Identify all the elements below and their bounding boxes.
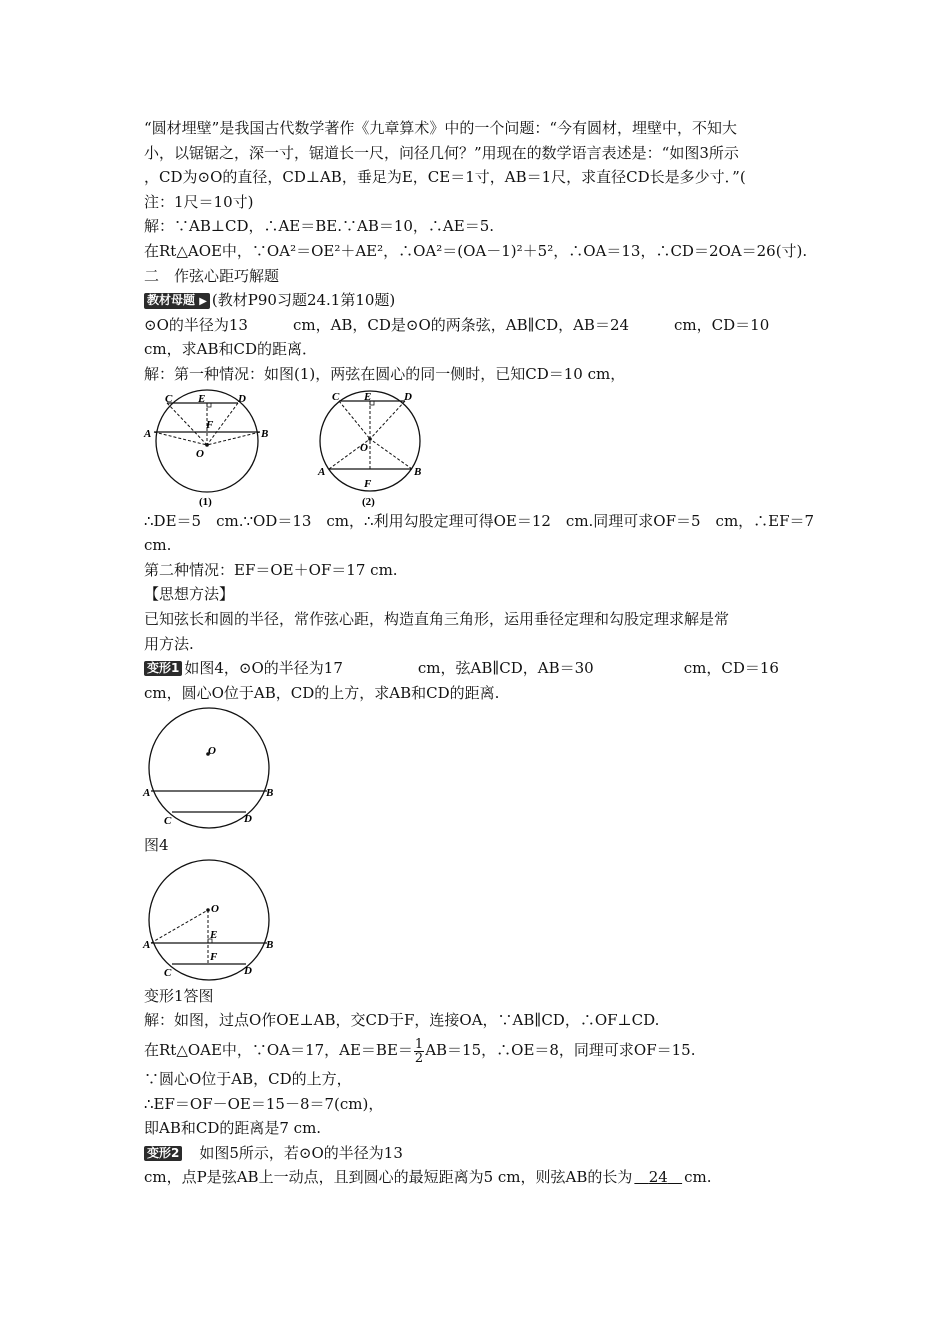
figure-caption: 变形1答图 [144, 986, 214, 1005]
figure-answer [144, 860, 810, 984]
method-heading: 【思想方法】 [144, 585, 235, 604]
label-e: E [198, 392, 206, 405]
figure-1 [143, 390, 268, 508]
solution-line: cm. [144, 536, 172, 555]
label-f: F [206, 418, 214, 431]
label-d: D [404, 390, 412, 403]
intro-line: 小，以锯锯之，深一寸，锯道长一尺，问径几何？”用现在的数学语言表述是：“如图3所示 [144, 143, 739, 162]
fraction-denominator: 2 [414, 1050, 424, 1066]
label-f: F [364, 477, 372, 490]
triangle-icon: ▶ [199, 296, 207, 308]
solution-line: ∴DE＝5 cm.∵OD＝13 cm，∴利用勾股定理可得OE＝12 cm.同理可求OF＝5 cm，∴EF＝7 [144, 511, 815, 530]
solution-text: AB＝15，∴OE＝8，同理可求OF＝15. [425, 1041, 696, 1060]
label-c: C [164, 966, 172, 979]
label-a: A [143, 787, 151, 800]
figure-answer-svg [144, 860, 294, 984]
solution-line: 即AB和CD的距离是7 cm. [144, 1119, 322, 1138]
problem-line: cm，求AB和CD的距离． [144, 340, 317, 359]
label-o: O [196, 447, 204, 460]
label-b: B [261, 427, 269, 440]
figure-caption: 图4 [144, 836, 169, 855]
variant2-text: cm，点P是弦AB上一动点，且到圆心的最短距离为5 cm，则弦AB的长为 [144, 1168, 633, 1187]
solution-text: 在Rt△OAE中，∵OA＝17，AE＝BE＝ [144, 1041, 413, 1060]
textbook-tag: 教材母题 ▶ [144, 293, 210, 309]
solution-line: 解：如图，过点O作OE⊥AB，交CD于F，连接OA，∵AB∥CD，∴OF⊥CD. [144, 1011, 660, 1030]
label-e: E [210, 928, 218, 941]
label-f: F [210, 950, 218, 963]
answer-blank [632, 1168, 684, 1186]
variant2-line [144, 1165, 810, 1190]
solution-line: 解：∵AB⊥CD，∴AE＝BE.∵AB＝10，∴AE＝5. [144, 217, 495, 236]
fraction-half [414, 1038, 424, 1065]
problem-line: ⊙O的半径为13 cm，AB，CD是⊙O的两条弦，AB∥CD，AB＝24 cm，CD＝10 [144, 315, 770, 334]
label-b: B [414, 465, 422, 478]
figure-4 [144, 708, 810, 833]
figure-4-svg [144, 708, 294, 833]
method-line: 已知弦长和圆的半径，常作弦心距，构造直角三角形，运用垂径定理和勾股定理求解是常 [144, 609, 730, 628]
method-line: 用方法. [144, 634, 194, 653]
problem-line: 解：第一种情况：如图(1)，两弦在圆心的同一侧时，已知CD＝10 cm， [144, 364, 626, 383]
label-d: D [244, 813, 252, 826]
variant2-text: 如图5所示，若⊙O的半径为13 [199, 1143, 403, 1162]
label-o: O [208, 745, 216, 758]
answer-value: 24 [648, 1168, 668, 1187]
label-b: B [266, 787, 274, 800]
solution-line: 在Rt△AOE中，∵OA²＝OE²＋AE²，∴OA²＝(OA－1)²＋5²，∴OA＝13，∴CD＝2OA＝26(寸). [144, 241, 808, 260]
label-a: A [143, 938, 151, 951]
caption-2: (2) [362, 495, 375, 508]
solution-line-fraction [144, 1033, 810, 1067]
variant1-tag: 变形1 [144, 661, 182, 676]
variant1-text: 如图4，⊙O的半径为17 cm，弦AB∥CD，AB＝30 cm，CD＝16 [184, 659, 779, 678]
solution-line: ∴EF＝OF－OE＝15－8＝7(cm)， [144, 1094, 384, 1113]
solution-line: ∵圆心O位于AB，CD的上方， [144, 1070, 352, 1089]
textbook-ref: (教材P90习题24.1第10题) [211, 291, 396, 310]
figure-1-2 [144, 387, 810, 509]
fraction-numerator: 1 [414, 1036, 424, 1052]
intro-line: ，CD为⊙O的直径，CD⊥AB，垂足为E，CE＝1寸，AB＝1尺，求直径CD长是多少寸．”( [144, 168, 746, 187]
textbook-ref-line [144, 288, 810, 313]
intro-line: “圆材埋壁”是我国古代数学著作《九章算术》中的一个问题：“今有圆材，埋壁中，不知大 [144, 119, 738, 137]
variant2-tag: 变形2 [144, 1146, 182, 1161]
figure-2 [317, 391, 421, 508]
label-c: C [164, 815, 172, 828]
label-a: A [318, 465, 326, 478]
label-c: C [165, 392, 173, 405]
section-heading: 二 作弦心距巧解题 [144, 266, 280, 285]
label-o: O [211, 902, 219, 915]
variant2-line [144, 1141, 810, 1166]
caption-1: (1) [199, 495, 212, 508]
label-a: A [144, 427, 152, 440]
variant2-text: cm. [684, 1168, 712, 1187]
label-d: D [238, 392, 246, 405]
label-e: E [364, 390, 372, 403]
label-o: O [360, 441, 368, 454]
variant1-line: cm，圆心O位于AB，CD的上方，求AB和CD的距离. [144, 683, 500, 702]
label-b: B [266, 938, 274, 951]
solution-line: 第二种情况：EF＝OE＋OF＝17 cm. [144, 560, 398, 579]
circle-figures-svg [144, 387, 444, 509]
intro-line: 注：1尺＝10寸) [144, 192, 254, 211]
document-page [143, 116, 815, 1190]
label-c: C [332, 390, 340, 403]
variant1-line [144, 656, 810, 681]
label-d: D [244, 964, 252, 977]
